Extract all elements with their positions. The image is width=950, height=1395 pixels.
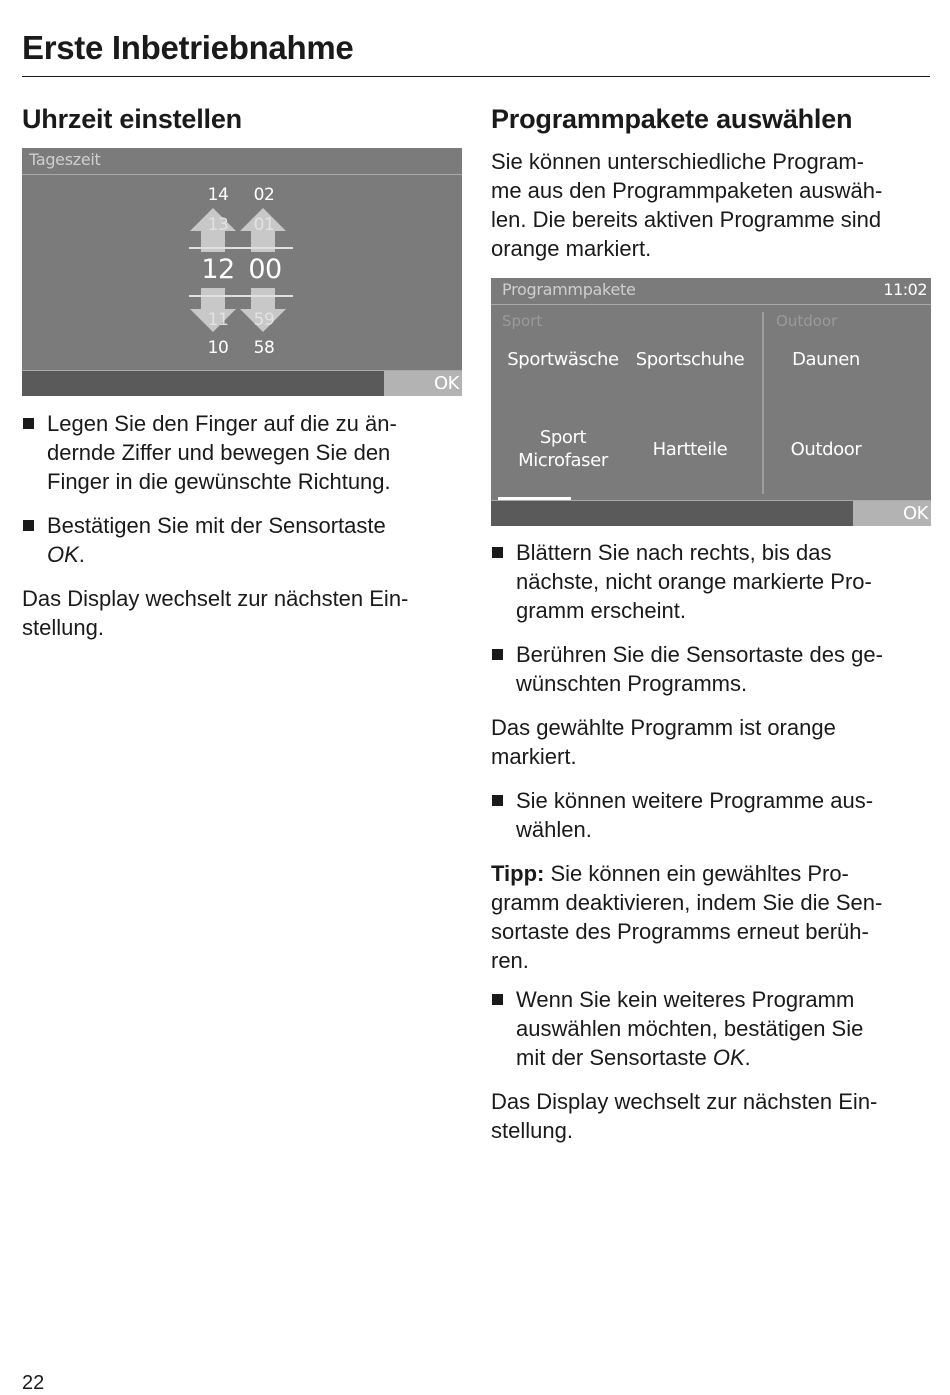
bullet-text-line: Blättern Sie nach rechts, bis das [516,540,832,565]
program-hartteile[interactable]: Hartteile [652,439,728,460]
instruction-bullet-touch [491,640,931,698]
bullet-text-line: Bestätigen Sie mit der Sensortaste [47,513,386,538]
program-sportwaesche[interactable]: Sportwäsche [507,349,619,370]
hour-value-below-2: 10 [207,338,229,358]
result-paragraph [22,584,462,642]
paragraph-line: me aus den Programmpaketen auswäh- [491,178,883,203]
hour-value-above-2: 14 [207,185,229,205]
tip-paragraph [491,859,931,975]
hour-value-below-1: 11 [207,310,229,330]
ok-key-reference: OK [712,1045,745,1070]
paragraph-line: gramm deaktivieren, indem Sie die Sen- [491,890,883,915]
paragraph-line: Das gewählte Programm ist orange [491,715,836,740]
program-daunen[interactable]: Daunen [792,349,860,370]
program-outdoor[interactable]: Outdoor [790,439,862,460]
program-label-line: Sport [539,427,587,448]
minute-value-current[interactable]: 00 [248,254,282,285]
bullet-text-line: Wenn Sie kein weiteres Programm [516,987,855,1012]
program-sportschuhe[interactable]: Sportschuhe [635,349,745,370]
paragraph-line: ren. [491,948,529,973]
selection-line-bottom [189,295,293,297]
page-title: Erste Inbetriebnahme [22,29,354,66]
bullet-text-line: wählen. [516,817,592,842]
program-packages-display [491,278,931,526]
bullet-text-end: . [744,1045,751,1070]
bullet-text-line: gramm erscheint. [516,598,686,623]
bullet-text-line: Finger in die gewünschte Richtung. [47,469,391,494]
title-divider [22,76,930,77]
display-title: Programmpakete [502,280,636,299]
program-sport-microfaser[interactable] [498,426,628,472]
paragraph-line: Sie können ein gewähltes Pro- [544,861,849,886]
program-label-line: Microfaser [518,450,608,471]
minute-value-below-1: 59 [253,310,275,330]
instruction-bullet-confirm [491,985,931,1072]
bullet-text-end: . [78,542,85,567]
bullet-text-line: dernde Ziffer und bewegen Sie den [47,440,391,465]
hour-value-above-1: 13 [207,215,229,235]
instruction-bullet-scroll [491,538,931,625]
right-column [491,100,931,1145]
ok-button[interactable]: OK [853,501,931,526]
hour-value-current[interactable]: 12 [201,254,235,285]
tip-label: Tipp: [491,861,545,886]
paragraph-line: stellung. [491,1118,573,1143]
bullet-square-icon [492,547,503,558]
bullet-text-line: Sie können weitere Programme aus- [516,788,874,813]
minute-value-below-2: 58 [253,338,275,358]
bullet-square-icon [23,418,34,429]
instruction-bullet-2 [22,511,462,569]
page-number: 22 [22,1372,45,1394]
selected-paragraph [491,713,931,771]
paragraph-line: Das Display wechselt zur nächsten Ein- [491,1089,878,1114]
bullet-text-line: Berühren Sie die Sensortaste des ge- [516,642,883,667]
bullet-text-line: Legen Sie den Finger auf die zu än- [47,411,397,436]
next-setting-paragraph [491,1087,931,1145]
section-heading-time: Uhrzeit einstellen [22,104,242,134]
paragraph-line: markiert. [491,744,577,769]
bullet-square-icon [492,795,503,806]
bullet-text-line: nächste, nicht orange markierte Pro- [516,569,872,594]
ok-button[interactable]: OK [384,371,462,396]
bullet-square-icon [492,649,503,660]
minute-value-above-2: 02 [253,185,275,205]
bullet-text-line: auswählen möchten, bestätigen Sie [516,1016,864,1041]
bullet-square-icon [492,994,503,1005]
group-label-outdoor: Outdoor [776,312,838,330]
display-header [22,148,462,175]
section-heading-packages: Programmpakete auswählen [491,104,853,134]
paragraph-line: stellung. [22,615,104,640]
instruction-bullet-more [491,786,931,844]
display-clock: 11:02 [883,280,927,299]
display-header [491,278,931,305]
ok-key-reference: OK [47,542,79,567]
group-label-sport: Sport [502,312,543,330]
left-column [22,100,462,642]
minute-value-above-1: 01 [253,215,275,235]
paragraph-line: Sie können unterschiedliche Program- [491,149,864,174]
selection-line-top [189,247,293,249]
instruction-bullet-1 [22,409,462,496]
intro-paragraph [491,147,931,263]
clock-display [22,148,462,396]
paragraph-line: len. Die bereits aktiven Programme sind [491,207,882,232]
display-title: Tageszeit [29,150,101,169]
paragraph-line: sortaste des Programms erneut berüh- [491,919,869,944]
paragraph-line: Das Display wechselt zur nächsten Ein- [22,586,409,611]
bullet-text-line: mit der Sensortaste [516,1045,713,1070]
bullet-square-icon [23,520,34,531]
bullet-text-line: wünschten Programms. [516,671,748,696]
group-divider [762,312,764,494]
paragraph-line: orange markiert. [491,236,652,261]
